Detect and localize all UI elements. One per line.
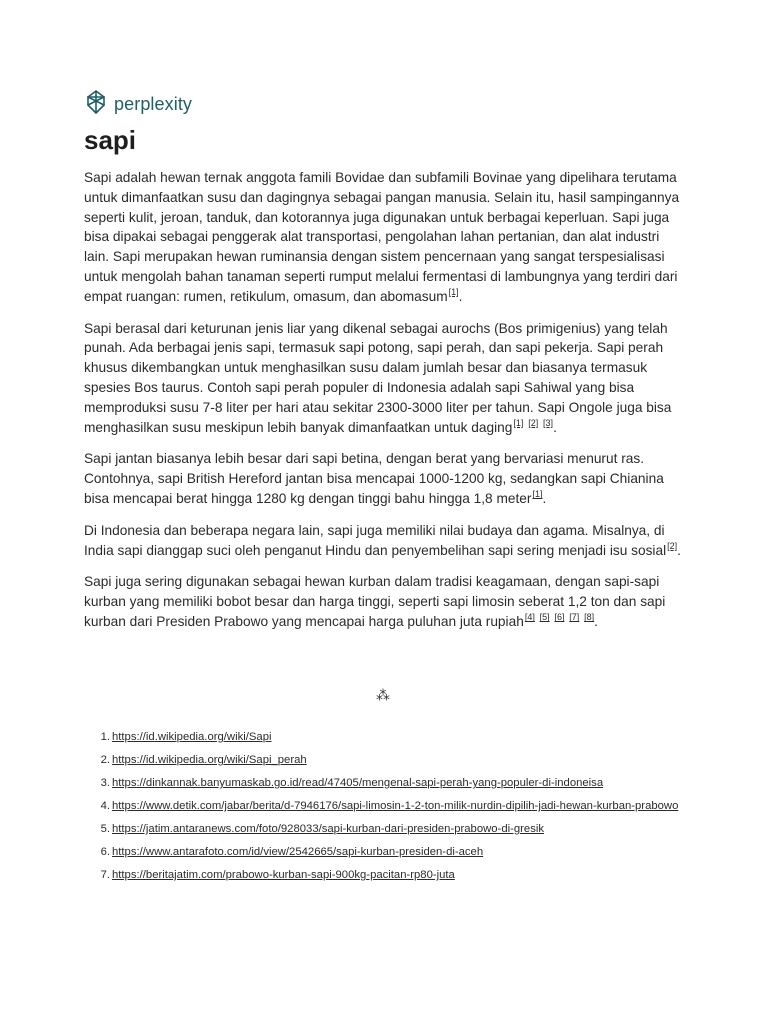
- paragraph-text: Di Indonesia dan beberapa negara lain, sapi juga memiliki nilai budaya dan agama. Misalnya, di India sapi dianggap suci oleh penganut Hindu dan penyembelihan sapi sering menjadi isu sosial: [84, 522, 667, 558]
- section-separator: ⁂: [376, 687, 390, 703]
- page-title: sapi: [84, 125, 137, 155]
- citation-link[interactable]: [7]: [569, 612, 580, 623]
- reference-item: [84, 844, 684, 860]
- citation-link[interactable]: [6]: [554, 612, 565, 623]
- reference-item: [84, 821, 684, 837]
- paragraph-text: Sapi juga sering digunakan sebagai hewan kurban dalam tradisi keagamaan, dengan sapi-sapi kurban yang memiliki bobot besar dan harga tinggi, seperti sapi limosin seberat 1,2 ton dan sapi kurban dari Presiden Prabowo yang mencapai harga puluhan juta rupiah: [84, 574, 666, 629]
- paragraph: Di Indonesia dan beberapa negara lain, sapi juga memiliki nilai budaya dan agama. Misalnya, di India sapi dianggap suci oleh penganut Hindu dan penyembelihan sapi sering menjadi isu sosial[2].: [84, 522, 681, 558]
- reference-number: 2.: [100, 754, 110, 766]
- citation-link[interactable]: [1]: [532, 489, 543, 500]
- citation-link[interactable]: [1]: [448, 287, 459, 298]
- citation-link[interactable]: [3]: [543, 418, 554, 428]
- paragraph-text: Sapi berasal dari keturunan jenis liar yang dikenal sebagai aurochs (Bos primigenius) yang telah punah. Ada berbagai jenis sapi, termasuk sapi potong, sapi perah, dan sapi pekerja. Sapi perah khusus dikembangkan untuk menghasilkan susu dalam jumlah besar dan biasanya termasuk spesies Bos taurus. Contoh sapi perah populer di Indonesia adalah sapi Sahiwal yang bisa memproduksi susu 7-8 liter per hari atau sekitar 2300-3000 liter per tahun. Sapi Ongole juga bisa menghasilkan susu meskipun lebih banyak dimanfaatkan untuk daging: [84, 320, 672, 435]
- reference-link[interactable]: https://dinkannak.banyumaskab.go.id/read/47405/mengenal-sapi-perah-yang-populer-di-indoneisa: [112, 777, 604, 789]
- reference-number: 1.: [100, 731, 110, 743]
- reference-number: 3.: [100, 777, 110, 789]
- reference-link[interactable]: https://jatim.antaranews.com/foto/928033/sapi-kurban-dari-presiden-prabowo-di-gresik: [112, 823, 545, 835]
- references-list: [84, 729, 684, 890]
- citation-link[interactable]: [2]: [528, 418, 539, 428]
- reference-link[interactable]: https://beritajatim.com/prabowo-kurban-sapi-900kg-pacitan-rp80-juta: [112, 869, 455, 881]
- citation-link[interactable]: [5]: [539, 612, 550, 623]
- paragraph: Sapi adalah hewan ternak anggota famili Bovidae dan subfamili Bovinae yang dipelihara terutama untuk dimanfaatkan susu dan dagingnya sebagai pangan manusia. Selain itu, hasil sampingannya seperti kulit, jeroan, tanduk, dan kotorannya juga digunakan untuk berbagai keperluan. Sapi juga bisa dipakai sebagai penggerak alat transportasi, pengolahan lahan pertanian, dan alat industri lain. Sapi merupakan hewan ruminansia dengan sistem pencernaan yang sangat terspesialisasi untuk mengolah bahan tanaman seperti rumput melalui fermentasi di lambungnya yang terdiri dari empat ruangan: rumen, retikulum, omasum, dan abomasum[1].: [84, 170, 680, 304]
- reference-link[interactable]: https://www.antarafoto.com/id/view/2542665/sapi-kurban-presiden-di-aceh: [112, 846, 484, 858]
- reference-number: 4.: [100, 800, 110, 812]
- paragraph-text: Sapi jantan biasanya lebih besar dari sapi betina, dengan berat yang bervariasi menurut ras. Contohnya, sapi British Hereford jantan bisa mencapai 1000-1200 kg, sedangkan sapi Chianina bisa mencapai berat hingga 1280 kg dengan tinggi bahu hingga 1,8 meter: [84, 451, 664, 506]
- reference-link[interactable]: https://www.detik.com/jabar/berita/d-7946176/sapi-limosin-1-2-ton-milik-nurdin-dipilih-jadi-hewan-kurban-prabowo: [112, 800, 679, 812]
- perplexity-logo-icon: [84, 89, 108, 120]
- reference-link[interactable]: https://id.wikipedia.org/wiki/Sapi_perah: [112, 754, 307, 766]
- reference-item: [84, 752, 684, 768]
- reference-item: [84, 867, 684, 883]
- brand-name: perplexity: [114, 94, 193, 114]
- brand-logo[interactable]: [84, 89, 192, 120]
- reference-item: [84, 775, 684, 791]
- paragraph-text: Sapi adalah hewan ternak anggota famili Bovidae dan subfamili Bovinae yang dipelihara terutama untuk dimanfaatkan susu dan dagingnya sebagai pangan manusia. Selain itu, hasil sampingannya seperti kulit, jeroan, tanduk, dan kotorannya juga digunakan untuk berbagai keperluan. Sapi juga bisa dipakai sebagai penggerak alat transportasi, pengolahan lahan pertanian, dan alat industri lain. Sapi merupakan hewan ruminansia dengan sistem pencernaan yang sangat terspesialisasi untuk mengolah bahan tanaman seperti rumput melalui fermentasi di lambungnya yang terdiri dari empat ruangan: rumen, retikulum, omasum, dan abomasum: [84, 170, 680, 304]
- paragraph: Sapi berasal dari keturunan jenis liar yang dikenal sebagai aurochs (Bos primigenius) yang telah punah. Ada berbagai jenis sapi, termasuk sapi potong, sapi perah, dan sapi pekerja. Sapi perah khusus dikembangkan untuk menghasilkan susu dalam jumlah besar dan biasanya termasuk spesies Bos taurus. Contoh sapi perah populer di Indonesia adalah sapi Sahiwal yang bisa memproduksi susu 7-8 liter per hari atau sekitar 2300-3000 liter per tahun. Sapi Ongole juga bisa menghasilkan susu meskipun lebih banyak dimanfaatkan untuk daging[1] [2] [3].: [84, 320, 672, 435]
- reference-number: 5.: [100, 823, 110, 835]
- citation-link[interactable]: [4]: [524, 612, 535, 623]
- answer-body: [84, 168, 684, 644]
- paragraph: Sapi jantan biasanya lebih besar dari sapi betina, dengan berat yang bervariasi menurut ras. Contohnya, sapi British Hereford jantan bisa mencapai 1000-1200 kg, sedangkan sapi Chianina bisa mencapai berat hingga 1280 kg dengan tinggi bahu hingga 1,8 meter[1].: [84, 451, 664, 506]
- citation-link[interactable]: [2]: [667, 540, 678, 551]
- reference-number: 7.: [100, 869, 110, 881]
- paragraph: Sapi juga sering digunakan sebagai hewan kurban dalam tradisi keagamaan, dengan sapi-sapi kurban yang memiliki bobot besar dan harga tinggi, seperti sapi limosin seberat 1,2 ton dan sapi kurban dari Presiden Prabowo yang mencapai harga puluhan juta rupiah[4] [5] [6] [7] [8].: [84, 574, 666, 629]
- reference-link[interactable]: https://id.wikipedia.org/wiki/Sapi: [112, 731, 272, 743]
- reference-item: [84, 729, 684, 745]
- reference-item: [84, 798, 684, 814]
- citation-link[interactable]: [8]: [584, 612, 595, 623]
- citation-link[interactable]: [1]: [513, 418, 524, 428]
- reference-number: 6.: [100, 846, 110, 858]
